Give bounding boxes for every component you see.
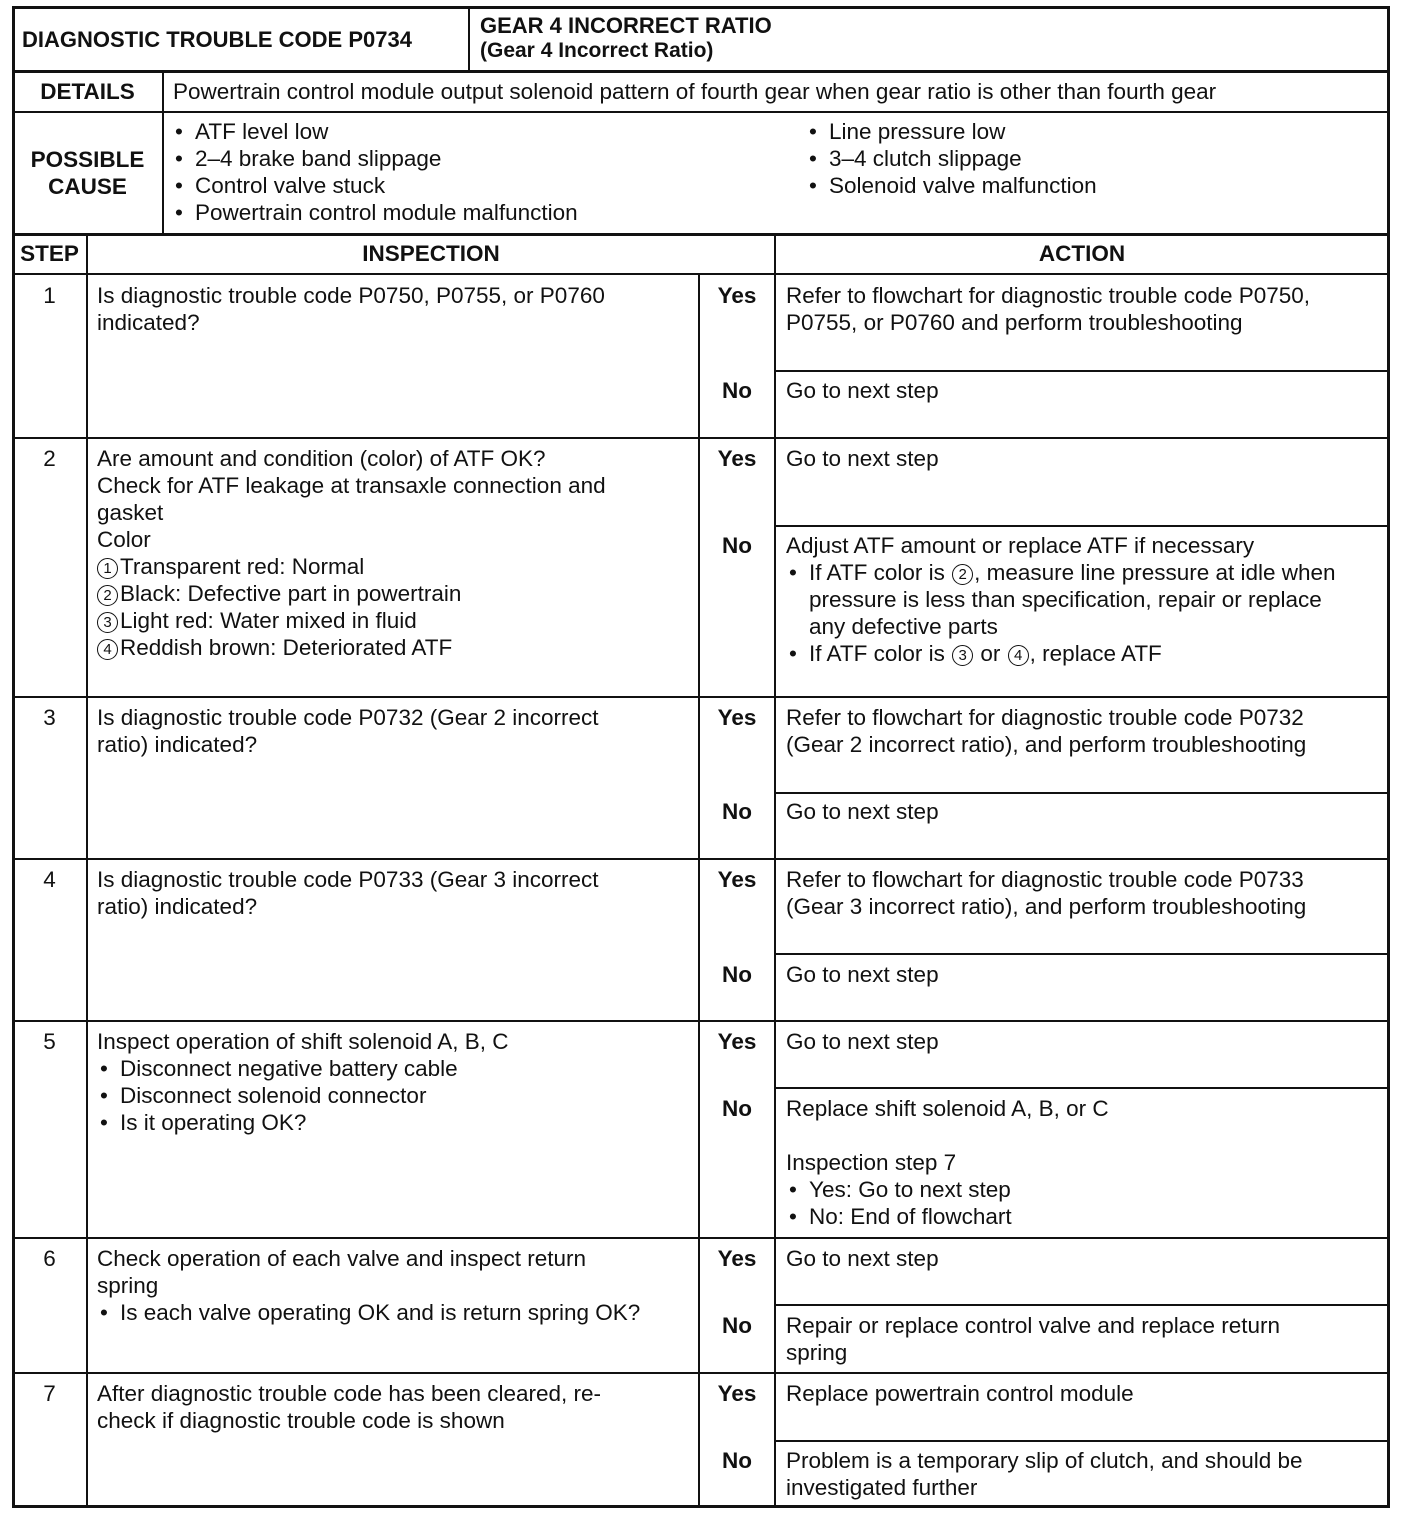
rule-details-bottom <box>12 111 1390 113</box>
circled-number-icon: 4 <box>97 639 118 660</box>
action-line: P0755, or P0760 and perform troubleshooting <box>786 310 1243 335</box>
action-line: Inspection step 7 <box>786 1150 957 1175</box>
no-label: No <box>722 1096 752 1121</box>
yes-action <box>786 704 1306 758</box>
action-line: Problem is a temporary slip of clutch, and should be <box>786 1448 1303 1473</box>
rule-step4-bottom <box>12 1020 1390 1022</box>
inspection-bullet: • Is each valve operating OK and is return spring OK? <box>97 1299 640 1326</box>
no-action <box>786 1447 1303 1501</box>
rule-step4-split <box>776 953 1390 955</box>
no-label: No <box>722 962 752 987</box>
inspection-bullet: • Disconnect negative battery cable <box>97 1055 509 1082</box>
rule-header-bottom <box>12 70 1390 73</box>
no-action: Go to next step <box>786 378 939 403</box>
circled-number-icon: 1 <box>97 558 118 579</box>
inspection-line: Inspect operation of shift solenoid A, B, C <box>97 1029 509 1054</box>
circled-number-icon: 2 <box>952 564 973 585</box>
yes-label: Yes <box>717 867 757 892</box>
action-line: Refer to flowchart for diagnostic trouble code P0732 <box>786 705 1304 730</box>
circled-number-icon: 2 <box>97 585 118 606</box>
action-line: investigated further <box>786 1475 978 1500</box>
atf-color-item: 1 Transparent red: Normal <box>97 553 606 580</box>
step-inspection <box>97 866 599 920</box>
yes-action <box>786 866 1306 920</box>
step-number: 2 <box>43 446 56 471</box>
yes-action <box>786 282 1310 336</box>
possible-cause-list-left <box>172 118 578 226</box>
no-label: No <box>722 1448 752 1473</box>
action-line: Adjust ATF amount or replace ATF if necessary <box>786 533 1255 558</box>
inspection-line: Is diagnostic trouble code P0733 (Gear 3 incorrect <box>97 867 599 892</box>
step-inspection <box>97 704 599 758</box>
yes-label: Yes <box>717 446 757 471</box>
inspection-line: Check operation of each valve and inspect return <box>97 1246 587 1271</box>
inspection-bullets <box>97 1055 509 1136</box>
inspection-line: Are amount and condition (color) of ATF OK? <box>97 446 546 471</box>
step-number: 3 <box>43 705 56 730</box>
cause-item: • ATF level low <box>172 118 578 145</box>
yes-action: Go to next step <box>786 1029 939 1054</box>
circled-number-icon: 3 <box>97 612 118 633</box>
atf-color-item: 4 Reddish brown: Deteriorated ATF <box>97 634 606 661</box>
yes-label: Yes <box>717 1029 757 1054</box>
rule-step5-bottom <box>12 1237 1390 1239</box>
rule-step3-bottom <box>12 858 1390 860</box>
step-inspection <box>97 282 605 336</box>
no-label: No <box>722 1313 752 1338</box>
inspection-line: Is diagnostic trouble code P0750, P0755, or P0760 <box>97 283 605 308</box>
cause-item: • Control valve stuck <box>172 172 578 199</box>
step-inspection <box>97 1380 601 1434</box>
rule-step7-split <box>776 1440 1390 1442</box>
inspection-bullet: • Disconnect solenoid connector <box>97 1082 509 1109</box>
circled-number-icon: 3 <box>952 645 973 666</box>
rule-step5-split <box>776 1087 1390 1089</box>
step-number: 6 <box>43 1246 56 1271</box>
step-number: 4 <box>43 867 56 892</box>
action-bullet: • If ATF color is 2 , measure line pressure at idle when pressure is less than specification, repair or replace any defective parts <box>786 559 1336 640</box>
no-action-bullets <box>786 1176 1109 1230</box>
no-label: No <box>722 378 752 403</box>
yes-action: Go to next step <box>786 446 939 471</box>
inspection-line: ratio) indicated? <box>97 894 258 919</box>
no-action <box>786 1095 1109 1230</box>
rule-step2-bottom <box>12 696 1390 698</box>
action-bullet: • If ATF color is 3 or 4 , replace ATF <box>786 640 1336 667</box>
step-inspection <box>97 1028 509 1136</box>
rule-step1-split <box>776 370 1390 372</box>
rule-cause-bottom <box>12 233 1390 236</box>
no-action-bullets <box>786 559 1336 667</box>
action-line: Replace shift solenoid A, B, or C <box>786 1096 1109 1121</box>
cause-item: • Powertrain control module malfunction <box>172 199 578 226</box>
no-action <box>786 532 1336 667</box>
inspection-line: check if diagnostic trouble code is shown <box>97 1408 505 1433</box>
atf-color-item: 2 Black: Defective part in powertrain <box>97 580 606 607</box>
inspection-line: spring <box>97 1273 159 1298</box>
yes-label: Yes <box>717 1381 757 1406</box>
column-inspection-header: INSPECTION <box>362 241 500 266</box>
dtc-title: GEAR 4 INCORRECT RATIO <box>480 13 772 38</box>
no-action: Go to next step <box>786 962 939 987</box>
column-action-header: ACTION <box>1038 241 1126 266</box>
action-line: (Gear 3 incorrect ratio), and perform troubleshooting <box>786 894 1307 919</box>
action-line: Repair or replace control valve and replace return <box>786 1313 1281 1338</box>
inspection-bullet: • Is it operating OK? <box>97 1109 509 1136</box>
rule-step3-split <box>776 792 1390 794</box>
action-bullet: • No: End of flowchart <box>786 1203 1109 1230</box>
rule-step1-bottom <box>12 437 1390 439</box>
inspection-line: Check for ATF leakage at transaxle connection and <box>97 473 606 498</box>
inspection-line: gasket <box>97 500 164 525</box>
possible-cause-label <box>12 146 163 200</box>
step-number: 1 <box>43 283 56 308</box>
inspection-line: ratio) indicated? <box>97 732 258 757</box>
cause-item: • Line pressure low <box>806 118 1097 145</box>
details-text: Powertrain control module output solenoid pattern of fourth gear when gear ratio is other than fourth gear <box>173 79 1217 104</box>
yes-label: Yes <box>717 1246 757 1271</box>
inspection-bullets <box>97 1299 640 1326</box>
possible-cause-label-line1: POSSIBLE <box>30 147 145 172</box>
dtc-code-label: DIAGNOSTIC TROUBLE CODE P0734 <box>22 27 412 52</box>
cause-item: • Solenoid valve malfunction <box>806 172 1097 199</box>
possible-cause-label-line2: CAUSE <box>48 174 127 199</box>
inspection-line: After diagnostic trouble code has been cleared, re- <box>97 1381 602 1406</box>
action-line: (Gear 2 incorrect ratio), and perform troubleshooting <box>786 732 1307 757</box>
yes-action: Replace powertrain control module <box>786 1381 1134 1406</box>
rule-step6-bottom <box>12 1372 1390 1374</box>
step-inspection <box>97 1245 640 1326</box>
yes-label: Yes <box>717 705 757 730</box>
dtc-subtitle: (Gear 4 Incorrect Ratio) <box>480 39 714 62</box>
step-number: 5 <box>43 1029 56 1054</box>
action-line: spring <box>786 1340 848 1365</box>
circled-number-icon: 4 <box>1008 645 1029 666</box>
yes-label: Yes <box>717 283 757 308</box>
cause-item: • 3–4 clutch slippage <box>806 145 1097 172</box>
step-inspection <box>97 445 606 661</box>
no-action <box>786 1312 1280 1366</box>
atf-color-item: 3 Light red: Water mixed in fluid <box>97 607 606 634</box>
action-bullet: • Yes: Go to next step <box>786 1176 1109 1203</box>
no-action: Go to next step <box>786 799 939 824</box>
rule-step2-split <box>776 525 1390 527</box>
inspection-line: Color <box>97 527 151 552</box>
no-label: No <box>722 533 752 558</box>
cause-item: • 2–4 brake band slippage <box>172 145 578 172</box>
rule-colhead-bottom <box>12 273 1390 275</box>
possible-cause-list-right <box>806 118 1097 199</box>
action-line: Refer to flowchart for diagnostic trouble code P0750, <box>786 283 1311 308</box>
rule-header-divider <box>468 6 470 71</box>
inspection-line: Is diagnostic trouble code P0732 (Gear 2 incorrect <box>97 705 599 730</box>
inspection-line: indicated? <box>97 310 200 335</box>
step-number: 7 <box>43 1381 56 1406</box>
yes-action: Go to next step <box>786 1246 939 1271</box>
column-step-header: STEP <box>20 241 79 266</box>
details-label: DETAILS <box>40 79 135 104</box>
action-line: Refer to flowchart for diagnostic trouble code P0733 <box>786 867 1304 892</box>
no-label: No <box>722 799 752 824</box>
rule-step6-split <box>776 1304 1390 1306</box>
